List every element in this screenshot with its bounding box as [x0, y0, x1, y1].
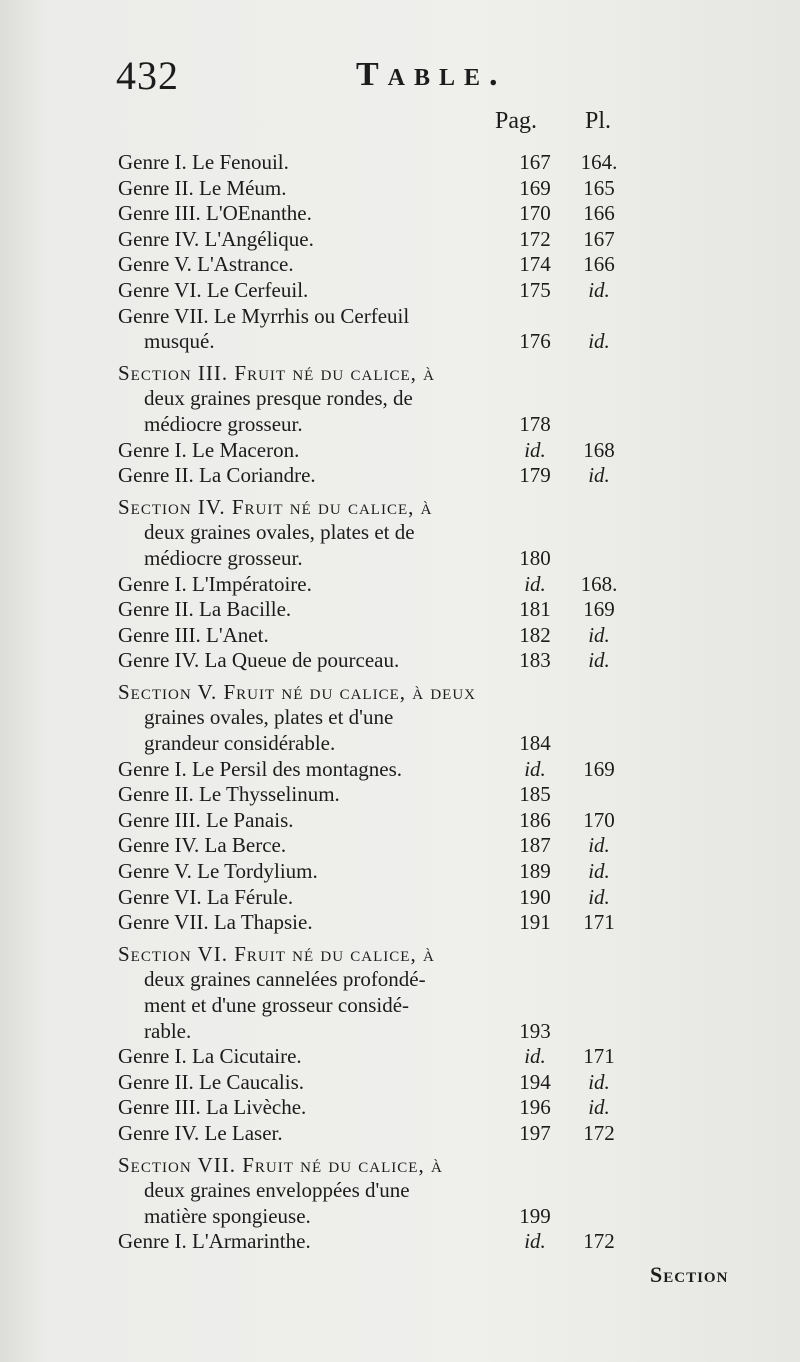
- plate-ref: 166: [583, 201, 615, 226]
- entry-label: deux graines enveloppées d'une: [144, 1178, 410, 1203]
- entry-label: Genre V. L'Astrance.: [118, 252, 294, 277]
- page-ref: 167: [519, 150, 551, 174]
- page-ref: 184: [519, 731, 551, 756]
- table-row: [118, 386, 778, 412]
- page-ref: 191: [519, 910, 551, 935]
- page-ref: 174: [519, 252, 551, 277]
- table-row: [118, 1204, 778, 1230]
- page-ref: 176: [519, 329, 551, 354]
- table-row: [118, 438, 778, 464]
- plate-ref: id.: [588, 622, 610, 647]
- table-row: [118, 201, 778, 227]
- plate-ref: 168: [583, 437, 615, 462]
- table-row: [118, 993, 778, 1019]
- table-row: [118, 1178, 778, 1204]
- plate-ref: id.: [588, 859, 610, 884]
- table-row: [118, 859, 778, 885]
- plate-ref: id.: [588, 1069, 610, 1094]
- page-ref: 199: [519, 1203, 551, 1228]
- table-row: [118, 1229, 778, 1255]
- plate-ref: 168.: [580, 571, 618, 596]
- section-heading: [118, 680, 778, 706]
- page-ref: 180: [519, 545, 551, 570]
- entry-label: matière spongieuse.: [144, 1203, 311, 1228]
- table-row: [118, 150, 778, 176]
- entry-label: Genre I. Le Maceron.: [118, 437, 300, 462]
- entry-label: Genre II. Le Méum.: [118, 175, 287, 200]
- page-ref: 194: [519, 1069, 551, 1094]
- page-number: 432: [116, 53, 179, 98]
- page-ref: id.: [524, 1229, 546, 1254]
- section-heading: [118, 361, 778, 387]
- table-row: [118, 520, 778, 546]
- table-row: [118, 227, 778, 253]
- table-row: [118, 757, 778, 783]
- page-title: Table.: [356, 56, 507, 93]
- table-row: [118, 648, 778, 674]
- entry-label: Genre I. L'Armarinthe.: [118, 1229, 311, 1254]
- entry-label: Genre II. Le Caucalis.: [118, 1069, 304, 1094]
- page-ref: 170: [519, 201, 551, 226]
- entry-label: Section VII. Fruit né du calice, à: [118, 1152, 443, 1177]
- entry-label: Section III. Fruit né du calice, à: [118, 360, 435, 385]
- plate-ref: id.: [588, 329, 610, 354]
- page-ref: 181: [519, 597, 551, 622]
- page-ref: 197: [519, 1120, 551, 1145]
- table-row: [118, 1095, 778, 1121]
- table-row: [118, 885, 778, 911]
- entry-label: Genre III. Le Panais.: [118, 807, 294, 832]
- page-ref: 193: [519, 1018, 551, 1043]
- section-heading: [118, 1153, 778, 1179]
- table-row: [118, 412, 778, 438]
- entry-label: Genre IV. La Queue de pourceau.: [118, 648, 400, 673]
- plate-ref: 171: [583, 910, 615, 935]
- entry-label: Genre II. La Coriandre.: [118, 463, 316, 488]
- page-ref: 175: [519, 277, 551, 302]
- entry-label: médiocre grosseur.: [144, 545, 303, 570]
- plate-ref: 165: [583, 175, 615, 200]
- section-heading: [118, 942, 778, 968]
- table-row: [118, 782, 778, 808]
- table-row: [118, 1019, 778, 1045]
- page-ref: 178: [519, 411, 551, 436]
- plate-ref: 172: [583, 1120, 615, 1145]
- entry-label: musqué.: [144, 329, 215, 354]
- entry-label: deux graines presque rondes, de: [144, 386, 413, 411]
- page-ref: id.: [524, 437, 546, 462]
- entry-label: médiocre grosseur.: [144, 411, 303, 436]
- entry-label: deux graines ovales, plates et de: [144, 520, 415, 545]
- table-row: [118, 278, 778, 304]
- entry-label: Genre I. Le Fenouil.: [118, 150, 289, 174]
- entry-label: Genre IV. L'Angélique.: [118, 226, 314, 251]
- table-row: [118, 304, 778, 330]
- page-ref: 187: [519, 833, 551, 858]
- entry-label: Genre VI. La Férule.: [118, 884, 294, 909]
- plate-ref: 167: [583, 226, 615, 251]
- entry-label: Genre I. Le Persil des montagnes.: [118, 756, 403, 781]
- plate-ref: id.: [588, 463, 610, 488]
- page-ref: 196: [519, 1095, 551, 1120]
- table-row: [118, 910, 778, 936]
- page-ref: 182: [519, 622, 551, 647]
- plate-ref: 166: [583, 252, 615, 277]
- plate-ref: 171: [583, 1044, 615, 1069]
- table-row: [118, 176, 778, 202]
- page-ref: id.: [524, 1044, 546, 1069]
- entry-label: Genre I. L'Impératoire.: [118, 571, 312, 596]
- plate-ref: 172: [583, 1229, 615, 1254]
- column-header-pag: Pag.: [495, 108, 537, 134]
- entry-label: Genre I. La Cicutaire.: [118, 1044, 302, 1069]
- table-of-contents: [118, 150, 778, 1255]
- plate-ref: id.: [588, 648, 610, 673]
- page-ref: 183: [519, 648, 551, 673]
- catchword: Section: [650, 1262, 729, 1287]
- page-ref: 185: [519, 782, 551, 807]
- entry-label: Genre IV. Le Laser.: [118, 1120, 283, 1145]
- entry-label: Genre VII. La Thapsie.: [118, 910, 313, 935]
- entry-label: Genre III. La Livèche.: [118, 1095, 307, 1120]
- entry-label: Genre III. L'OEnanthe.: [118, 201, 312, 226]
- table-row: [118, 1121, 778, 1147]
- page-header: [116, 52, 716, 102]
- table-row: [118, 833, 778, 859]
- table-row: [118, 967, 778, 993]
- table-row: [118, 546, 778, 572]
- table-row: [118, 808, 778, 834]
- page-ref: 190: [519, 884, 551, 909]
- table-row: [118, 572, 778, 598]
- entry-label: Genre III. L'Anet.: [118, 622, 269, 647]
- entry-label: Section V. Fruit né du calice, à deux: [118, 679, 476, 704]
- page-ref: 169: [519, 175, 551, 200]
- plate-ref: 169: [583, 597, 615, 622]
- entry-label: Section IV. Fruit né du calice, à: [118, 494, 433, 519]
- entry-label: rable.: [144, 1018, 192, 1043]
- entry-label: deux graines cannelées profondé-: [144, 967, 426, 992]
- plate-ref: 164.: [580, 150, 618, 174]
- plate-ref: id.: [588, 1095, 610, 1120]
- section-heading: [118, 495, 778, 521]
- entry-label: Genre VII. Le Myrrhis ou Cerfeuil: [118, 303, 410, 328]
- entry-label: Section VI. Fruit né du calice, à: [118, 941, 435, 966]
- table-row: [118, 623, 778, 649]
- plate-ref: id.: [588, 833, 610, 858]
- plate-ref: 169: [583, 756, 615, 781]
- entry-label: Genre V. Le Tordylium.: [118, 859, 318, 884]
- entry-label: Genre II. La Bacille.: [118, 597, 292, 622]
- entry-label: Genre VI. Le Cerfeuil.: [118, 277, 309, 302]
- page-ref: id.: [524, 571, 546, 596]
- table-row: [118, 1070, 778, 1096]
- table-row: [118, 597, 778, 623]
- entry-label: ment et d'une grosseur considé-: [144, 993, 410, 1017]
- plate-ref: 170: [583, 807, 615, 832]
- page-ref: 186: [519, 807, 551, 832]
- table-row: [118, 731, 778, 757]
- page-ref: 179: [519, 463, 551, 488]
- table-row: [118, 329, 778, 355]
- table-row: [118, 252, 778, 278]
- plate-ref: id.: [588, 277, 610, 302]
- column-header-pl: Pl.: [585, 108, 612, 134]
- entry-label: Genre II. Le Thysselinum.: [118, 782, 340, 807]
- entry-label: grandeur considérable.: [144, 731, 336, 756]
- entry-label: graines ovales, plates et d'une: [144, 705, 394, 730]
- table-row: [118, 1044, 778, 1070]
- table-row: [118, 463, 778, 489]
- table-row: [118, 705, 778, 731]
- page-ref: id.: [524, 756, 546, 781]
- entry-label: Genre IV. La Berce.: [118, 833, 287, 858]
- plate-ref: id.: [588, 884, 610, 909]
- page-ref: 189: [519, 859, 551, 884]
- page-ref: 172: [519, 226, 551, 251]
